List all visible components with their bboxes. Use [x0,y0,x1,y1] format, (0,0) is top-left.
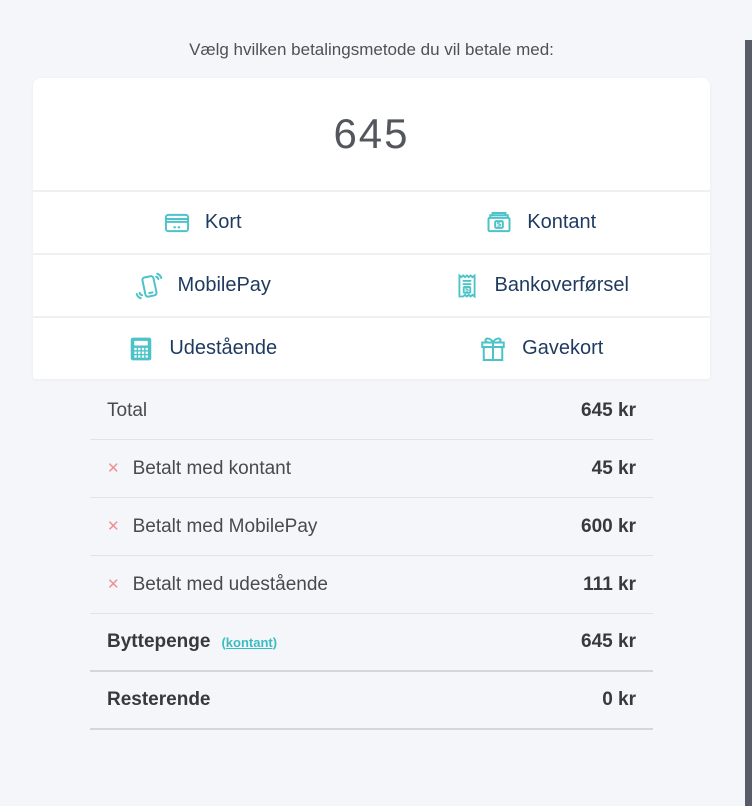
payment-card [33,78,710,379]
receipt-icon [453,272,481,300]
page-title: Vælg hvilken betalingsmetode du vil betale med: [189,40,554,59]
payment-method-label: Kort [204,211,242,233]
calculator-icon [127,335,155,363]
payment-method-label: Udestående [169,337,278,359]
summary-label: Total [107,399,148,421]
window-edge-bar [745,40,752,806]
payment-method-label: MobilePay [177,274,271,296]
summary-amount: 111 kr [583,573,636,595]
payment-summary [90,382,653,730]
remove-payment-button[interactable] [107,577,120,592]
summary-amount: 645 kr [581,399,636,421]
cash-icon [485,209,513,237]
summary-amount: 0 kr [602,689,636,710]
summary-row-byttepenge [90,614,653,672]
payment-method-row-1 [33,190,710,253]
summary-row-total [90,382,653,440]
payment-method-row-3 [33,316,710,379]
summary-label: Byttepenge [107,631,211,652]
payment-method-label: Bankoverførsel [494,274,629,296]
byttepenge-kontant-link[interactable]: (kontant) [221,634,278,650]
payment-method-kort[interactable] [33,192,372,253]
summary-row-mobilepay [90,498,653,556]
payment-method-label: Gavekort [522,337,604,359]
summary-row-resterende [90,672,653,730]
gift-icon [478,334,508,364]
summary-amount: 45 kr [591,457,636,479]
remove-payment-button[interactable] [107,461,120,476]
amount-input[interactable] [33,78,710,190]
close-icon: ✕ [107,459,120,477]
summary-label: Resterende [107,689,211,710]
payment-panel [33,40,710,730]
payment-method-bankoverfoersel[interactable] [372,255,711,316]
payment-method-udestaaende[interactable] [33,318,372,379]
payment-method-row-2 [33,253,710,316]
payment-method-label: Kontant [527,211,597,233]
close-icon: ✕ [107,517,120,535]
payment-method-mobilepay[interactable] [33,255,372,316]
payment-method-gavekort[interactable] [372,318,711,379]
amount-value: 645 [333,110,410,157]
close-icon: ✕ [107,575,120,593]
summary-label: Betalt med udestående [132,573,328,595]
summary-amount: 645 kr [581,631,636,652]
summary-row-udestaaende [90,556,653,614]
summary-label: Betalt med MobilePay [132,515,318,537]
summary-amount: 600 kr [581,515,636,537]
credit-card-icon [163,209,191,237]
mobile-phone-icon [134,271,164,301]
summary-row-kontant [90,440,653,498]
summary-label: Betalt med kontant [132,457,292,479]
remove-payment-button[interactable] [107,519,120,534]
svg-text:$: $ [496,219,502,229]
payment-method-kontant[interactable] [372,192,711,253]
svg-text:$: $ [464,286,469,294]
